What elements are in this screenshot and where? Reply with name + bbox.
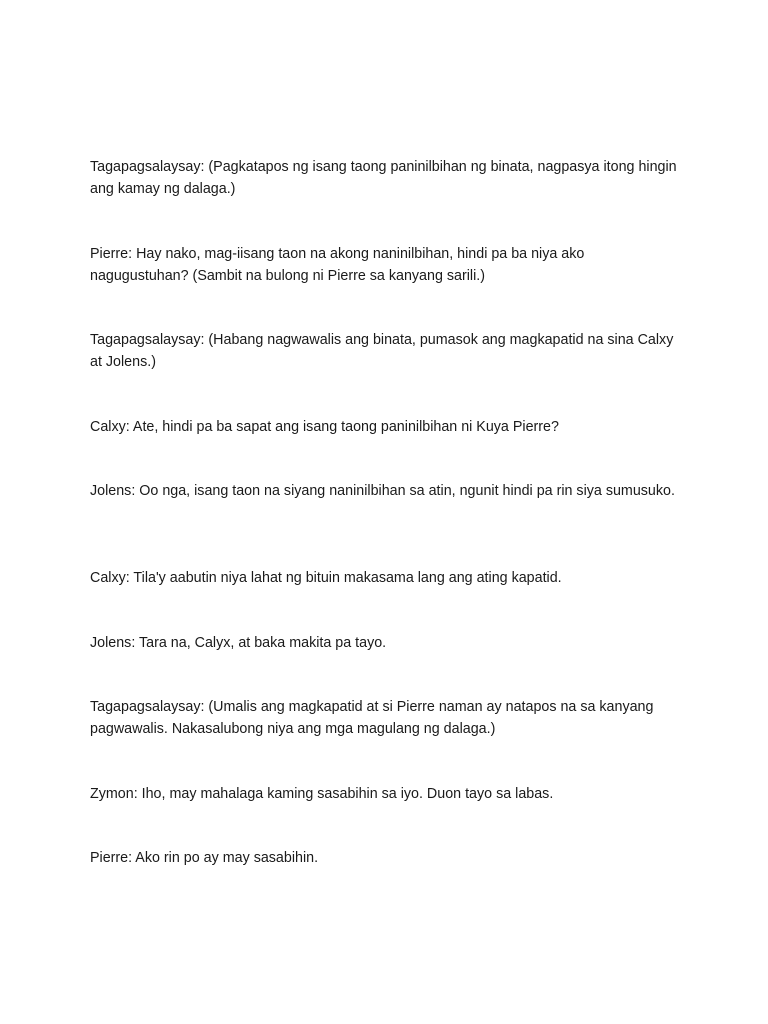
paragraph-narrator-3: Tagapagsalaysay: (Umalis ang magkapatid at si Pierre naman ay natapos na sa kanyang pagwawalis. Nakasalubong niya ang mga magulang ng dalaga.) [90,699,654,737]
paragraph-calxy-2: Calxy: Tila'y aabutin niya lahat ng bituin makasama lang ang ating kapatid. [90,570,562,586]
paragraph-pierre-2: Pierre: Ako rin po ay may sasabihin. [90,850,319,866]
paragraph-zymon-1: Zymon: Iho, may mahalaga kaming sasabihin sa iyo. Duon tayo sa labas. [90,786,554,802]
paragraph-jolens-2: Jolens: Tara na, Calyx, at baka makita pa tayo. [90,635,387,651]
paragraph-jolens-1: Jolens: Oo nga, isang taon na siyang naninilbihan sa atin, ngunit hindi pa rin siya sumusuko. [90,483,675,499]
paragraph-pierre-1: Pierre: Hay nako, mag-iisang taon na akong naninilbihan, hindi pa ba niya ako nagugustuhan? (Sambit na bulong ni Pierre sa kanyang sarili.) [90,246,585,284]
paragraph-calxy-1: Calxy: Ate, hindi pa ba sapat ang isang taong paninilbihan ni Kuya Pierre? [90,419,559,435]
paragraph-narrator-1: Tagapagsalaysay: (Pagkatapos ng isang taong paninilbihan ng binata, nagpasya itong hingin ang kamay ng dalaga.) [90,159,677,197]
paragraph-narrator-2: Tagapagsalaysay: (Habang nagwawalis ang binata, pumasok ang magkapatid na sina Calxy at Jolens.) [90,332,674,370]
